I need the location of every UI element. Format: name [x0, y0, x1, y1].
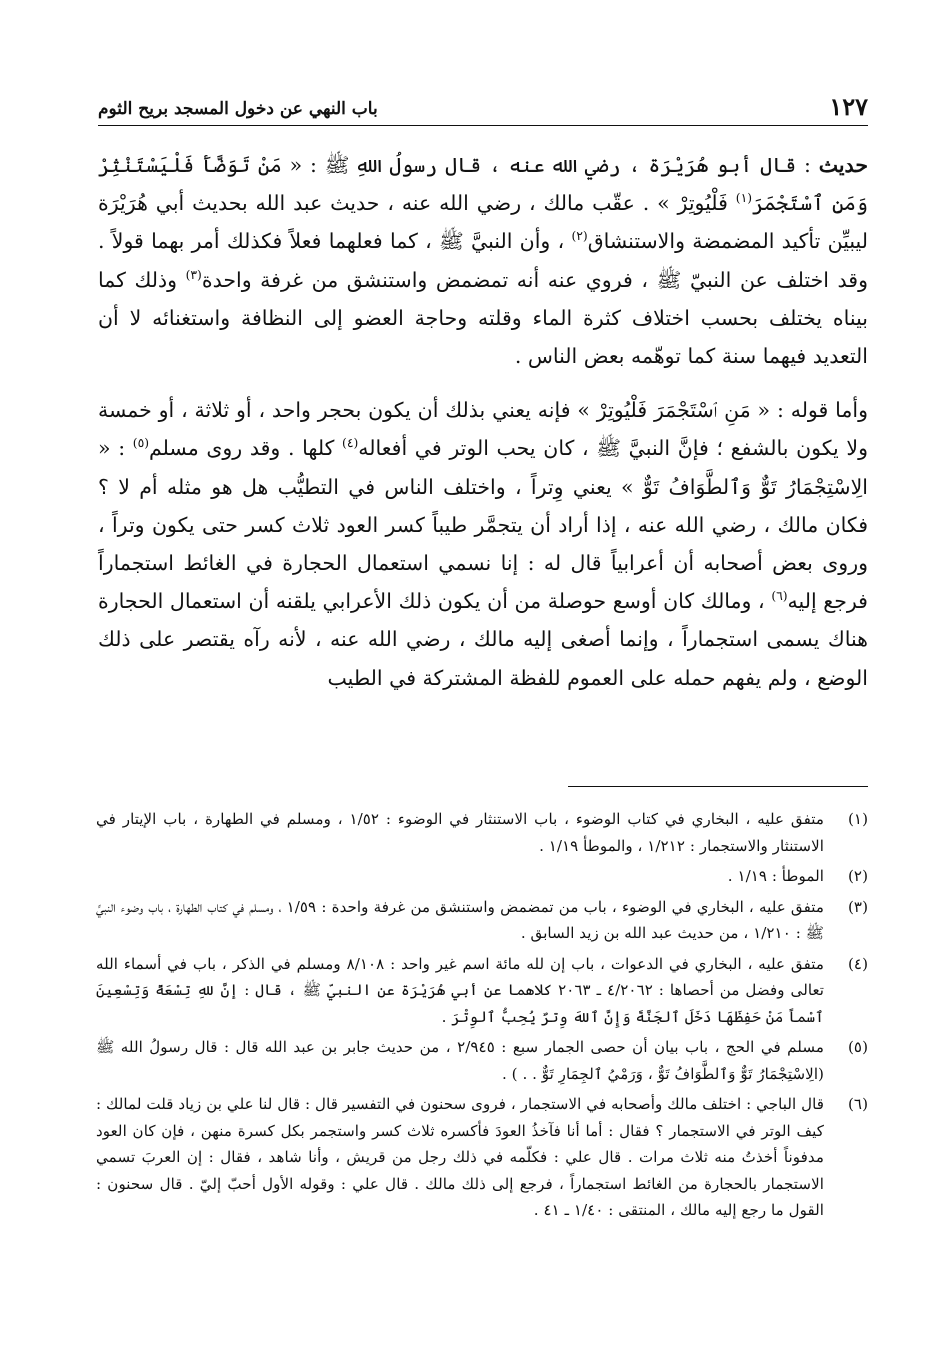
- footnote-text: الموطأ : ١/١٩ .: [727, 867, 824, 885]
- footnote-text: متفق عليه ، البخاري في الدعوات ، باب إن لله مائة اسم غير واحد : ٨/١٠٨ ومسلم في الذكر ، باب في أسماء الله تعالى وفضل من أحصاها : ٤/٢٠٦٢ ـ ٢٠٦٣ كلاهما عن أبي هُرَيْرَة عن النبيّ ﷺ ، قال : إنَّ للهِ تِسْعَةً وَتِسْعِينَ ٱسْماً مَنْ حَفِظَهَا دَخَلَ ٱلجَنَّةَ وَإِنَّ ٱللهَ وِترٌ يُحِبُّ ٱلوِتْرَ .: [96, 954, 825, 1026]
- footnote-ref-2: (٢): [571, 229, 588, 244]
- main-text: [98, 146, 868, 697]
- footnote: [96, 1034, 868, 1087]
- footnote-number: (٥): [847, 1038, 868, 1056]
- footnote-number: (٣): [847, 897, 868, 916]
- footnote-number: (٤): [847, 954, 868, 973]
- footnote-text: مسلم في الحج ، باب بيان أن حصى الجمار سبع : ٢/٩٤٥ ، من حديث جابر بن عبد الله قال : قال رسولُ الله ﷺ (الِاسْتِجْمَارُ تَوٌّ وَٱلطَّوَافُ تَوٌّ ، وَرَمْيُ ٱلجِمَارِ تَوٌّ . . ) .: [96, 1038, 825, 1083]
- footnote-number: (٦): [847, 1095, 868, 1113]
- paragraph-1-text-a: : قال أبو هُرَيْرَة ، رضي الله عنه ، قال رسولُ اللهِ ﷺ : « مَنْ تَوَضَّأَ فَلْيَسْتَنْثِرْ وَمَنِ ٱسْتَجْمَرَ: [98, 153, 868, 216]
- footnote: [96, 806, 868, 859]
- footnote-ref-5: (٥): [132, 436, 149, 451]
- paragraph-2: [98, 391, 868, 697]
- footnote-ref-6: (٦): [771, 589, 788, 604]
- paragraph-1-text-b: فَلْيُوتِرْ » . عقّب مالك ، رضي الله عنه ، حديث عبد الله بحديث أبي هُرَيْرَة ليبيِّن تأكيد المضمضة والاستنشاق: [98, 191, 868, 254]
- paragraph-lead-word: حديث: [818, 153, 868, 177]
- footnote-ref-3: (٣): [185, 267, 202, 282]
- paragraph-1-text-c: ، وأن النبيَّ ﷺ ، كما فعلهما فعلاً فكذلك أمر بهما قولاً . وقد اختلف عن النبيّ ﷺ ، فروي عنه أنه تمضمض واستنشق من غرفة واحدة: [98, 229, 868, 292]
- footnote: [96, 951, 868, 1031]
- footnote-text: قال الباجي : اختلف مالك وأصحابه في الاستجمار ، فروى سحنون في التفسير قال : قال لنا علي بن زياد قلت لمالك : كيف الوتر في الاستجمار ؟ فقال : أما أنا فآخذُ العودَ فأكسره ثلاث كسر واستجمر بكل كسرة منهن ، فإن كان العود مدفوناً أخذتُ منه ثلاث مرات . قال علي : فكلّمه في ذلك رجل من قريش ، وأنا شاهد ، فقال : إن العربَ تسمي الاستجمار بالحجارة من الغائط استجماراً ، فرجع إلى ذلك مالك . قال علي : وقوله الأول أحبّ إليّ . قال سحنون : القول ما رجع إليه مالك ، المنتقى : ١/٤٠ ـ ٤١ .: [96, 1095, 824, 1219]
- running-title: باب النهي عن دخول المسجد بريح الثوم: [98, 99, 378, 119]
- paragraph-2-text-a: وأما قوله : « مَنِ ٱسْتَجْمَرَ فَلْيُوتِرْ » فإنه يعني بذلك أن يكون بحجر واحد ، أو ثلاثة ، أو خمسة ولا يكون بالشفع ؛ فإنَّ النبيَّ ﷺ ، كان يحب الوتر في أفعاله: [98, 398, 869, 461]
- page-header: [98, 92, 868, 126]
- footnote-number: (١): [847, 810, 868, 828]
- paragraph-2-text-d: ، ومالك كان أوسع حوصلة من أن يكون ذلك الأعرابي يلقنه أن استعمال الحجارة هناك يسمى استجماراً ، وإنما أصغى إليه مالك ، رضي الله عنه ، لأنه رآه يقتصر على ذلك الوضع ، ولم يفهم حمله على العموم للفظة المشتركة في الطيب: [98, 589, 868, 690]
- footnote: [96, 1091, 868, 1224]
- footnote-text: متفق عليه ، البخاري في كتاب الوضوء ، باب الاستنثار في الوضوء : ١/٥٢ ، ومسلم في الطهارة ، باب الإيتار في الاستنثار والاستجمار : ١/٢١٢ ، والموطأ ١/١٩ .: [96, 810, 825, 855]
- footnote: [96, 863, 868, 890]
- footnotes: [96, 806, 868, 1228]
- footnote-ref-4: (٤): [342, 436, 359, 451]
- paragraph-1: [98, 146, 868, 375]
- paragraph-2-text-c: : « الِاسْتِجْمَارُ تَوٌّ وَٱلطَّوَافُ تَوٌّ » يعني وِتراً ، واختلف الناس في التطيُّب هل هو مثله أم لا ؟ فكان مالك ، رضي الله عنه ، إذا أراد أن يتجمَّر طيباً كسر العود ثلاث كسر حتى يكون وتراً ، وروى بعض أصحابه أن أعرابياً قال له : إنا نسمي استعمال الحجارة في الغائط استجماراً فرجع إليه: [98, 436, 868, 614]
- paragraph-2-text-b: كلها . وقد روى مسلم: [149, 436, 343, 461]
- footnote-separator: [568, 786, 868, 787]
- footnote-ref-1: (١): [735, 191, 753, 206]
- footnote: [96, 894, 868, 947]
- footnote-number: (٢): [847, 867, 868, 885]
- footnote-text: متفق عليه ، البخاري في الوضوء ، باب من تمضمض واستنشق من غرفة واحدة : ١/٥٩ ، ومسلم في كتاب الطهارة ، باب وضوء النبيِّ ﷺ : ١/٢١٠ ، من حديث عبد الله بن زيد السابق .: [96, 897, 824, 942]
- page-number: ١٢٧: [829, 92, 868, 121]
- paragraph-1-text-d: وذلك كما بيناه يختلف بحسب اختلاف كثرة الماء وقلته وحاجة العضو إلى النظافة واستغنائه لا أن التعديد فيهما سنة كما توهّمه بعض الناس .: [98, 267, 868, 369]
